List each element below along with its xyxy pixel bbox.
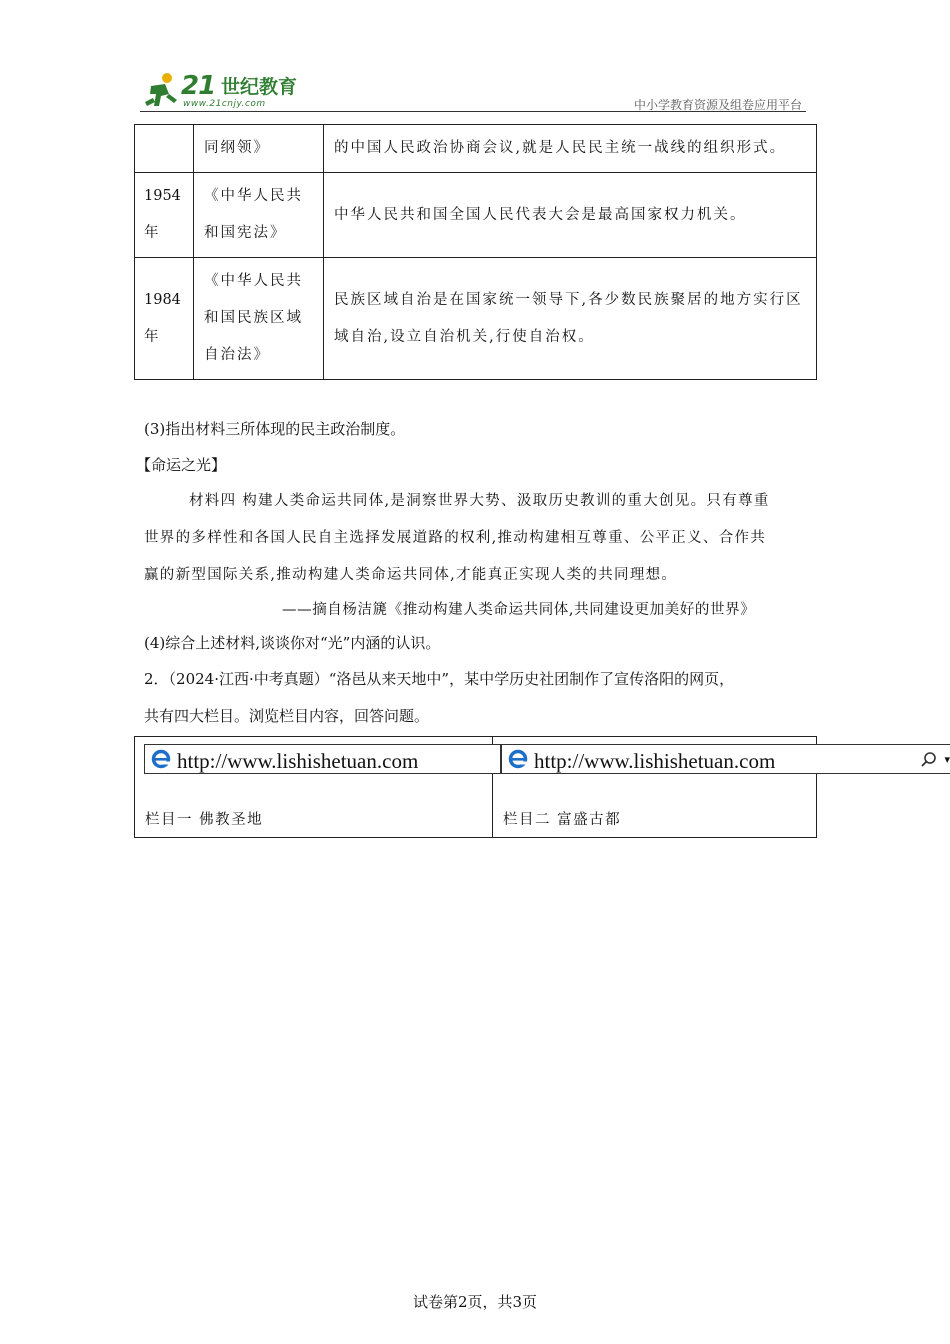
content-cell: 民族区域自治是在国家统一领导下,各少数民族聚居的地方实行区域自治,设立自治机关,行使自治权。 [324, 258, 817, 380]
ie-icon [508, 749, 528, 769]
logo-number: 21 [181, 71, 216, 101]
header-divider [140, 111, 806, 112]
content-cell: 中华人民共和国全国人民代表大会是最高国家权力机关。 [324, 173, 817, 258]
runner-logo-icon [141, 72, 181, 110]
law-table [134, 124, 817, 380]
material-4-source: ——摘自杨洁篪《推动构建人类命运共同体,共同建设更加美好的世界》 [282, 602, 756, 618]
page-footer: 试卷第2页，共3页 [412, 1293, 538, 1311]
material-4-line-1: 材料四 构建人类命运共同体,是洞察世界大势、汲取历史教训的重大创见。只有尊重 [189, 493, 770, 509]
question-2-line-2: 共有四大栏目。浏览栏目内容，回答问题。 [144, 707, 430, 725]
column-1-label: 栏目一 佛教圣地 [145, 812, 264, 828]
logo [141, 70, 301, 112]
chevron-down-icon: ▾ [944, 753, 950, 766]
year-cell: 1984年 [135, 258, 194, 380]
material-4-line-2: 世界的多样性和各国人民自主选择发展道路的权利,推动构建相互尊重、公平正义、合作共 [144, 530, 767, 546]
url-text: http://www.lishishetuan.com [177, 749, 419, 773]
browser-address-bar-1 [144, 744, 501, 774]
material-4-line-3: 赢的新型国际关系,推动构建人类命运共同体,才能真正实现人类的共同理想。 [144, 567, 678, 583]
table-row [135, 173, 817, 258]
law-cell: 《中华人民共和国宪法》 [194, 173, 324, 258]
year-cell [135, 125, 194, 173]
question-2-line-1: 2．（2024·江西·中考真题）“洛邑从来天地中”，某中学历史社团制作了宣传洛阳的网页， [144, 670, 735, 688]
browser-address-bar-2 [501, 744, 950, 774]
column-2-label: 栏目二 富盛古都 [503, 812, 622, 828]
question-4: (4)综合上述材料,谈谈你对“光”内涵的认识。 [144, 634, 441, 652]
law-cell: 同纲领》 [194, 125, 324, 173]
section-title: 【命运之光】 [136, 456, 227, 474]
logo-text: 世纪教育 [221, 76, 298, 98]
table-row [135, 258, 817, 380]
year-cell: 1954年 [135, 173, 194, 258]
logo-url: www.21cnjy.com [183, 99, 266, 109]
table-row [135, 125, 817, 173]
content-cell: 的中国人民政治协商会议,就是人民民主统一战线的组织形式。 [324, 125, 817, 173]
url-text: http://www.lishishetuan.com [534, 749, 776, 773]
question-3: (3)指出材料三所体现的民主政治制度。 [144, 420, 406, 438]
law-cell: 《中华人民共和国民族区域自治法》 [194, 258, 324, 380]
ie-icon [151, 749, 171, 769]
search-icon [920, 751, 938, 769]
platform-name: 中小学教育资源及组卷应用平台 [633, 98, 802, 112]
